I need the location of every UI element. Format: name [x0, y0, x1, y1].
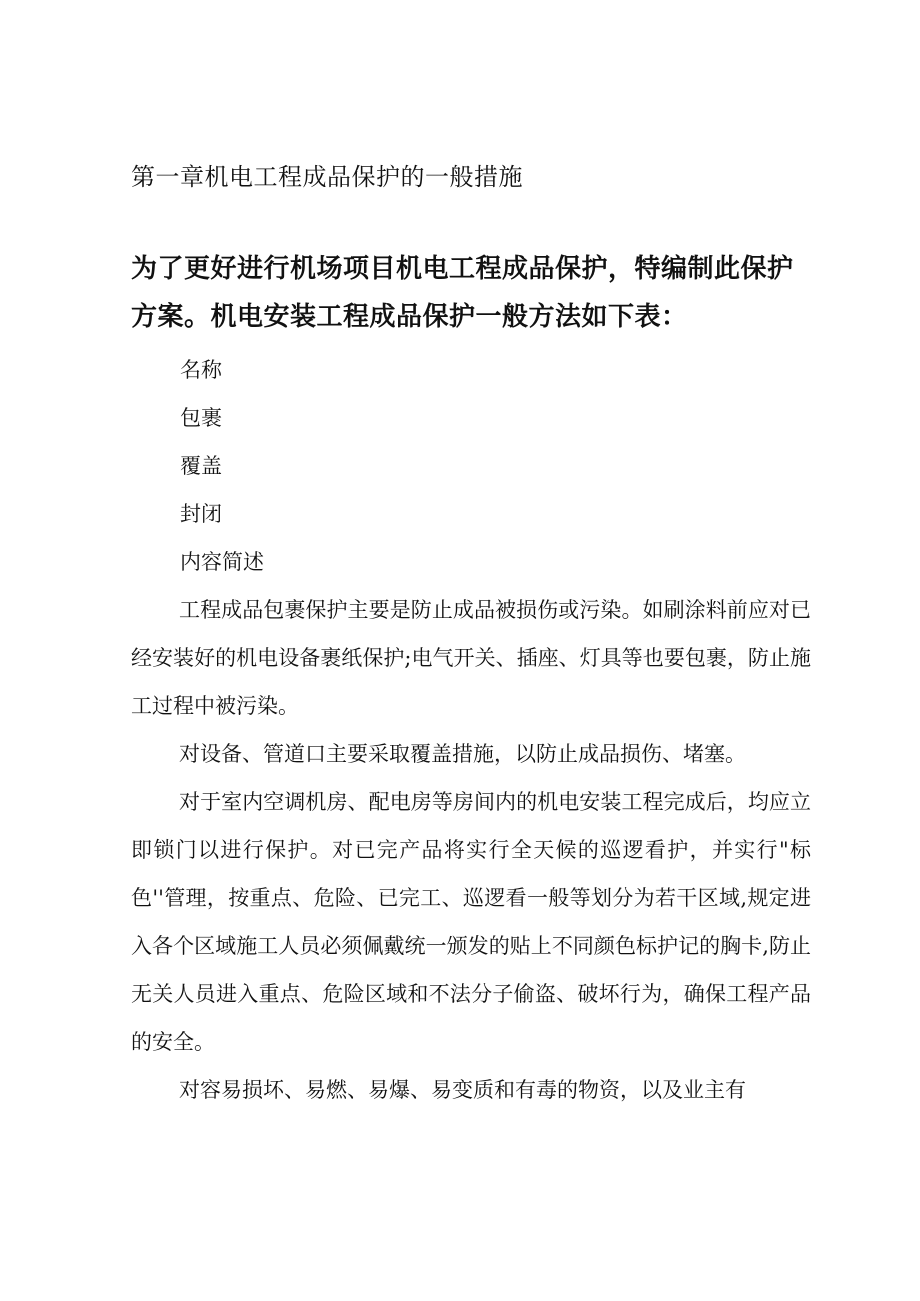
paragraph-seal-protection: 对于室内空调机房、配电房等房间内的机电安装工程完成后，均应立即锁门以进行保护。对已完产品将实行全天候的巡逻看护，并实行"标色''管理，按重点、危险、已完工、巡逻看一般等划分为若干区域,规定进入各个区域施工人员必须佩戴统一颁发的贴上不同颜色标护记的胸卡,防止无关人员进入重点、危险区域和不法分子偷盗、破坏行为，确保工程产品的安全。: [131, 790, 811, 1054]
paragraph-wrap-protection: 工程成品包裹保护主要是防止成品被损伤或污染。如刷涂料前应对已经安装好的机电设备裹纸保护;电气开关、插座、灯具等也要包裹，防止施工过程中被污染。: [131, 598, 811, 718]
paragraph-cover-protection: 对设备、管道口主要采取覆盖措施，以防止成品损伤、堵塞。: [179, 742, 746, 766]
paragraph-hazardous-materials: 对容易损坏、易燃、易爆、易变质和有毒的物资，以及业主有: [179, 1078, 746, 1102]
table-item-wrap: 包裹: [180, 406, 222, 430]
table-item-cover: 覆盖: [180, 454, 222, 478]
table-item-seal: 封闭: [180, 502, 222, 526]
table-header-description: 内容简述: [180, 550, 264, 574]
intro-line-1: 为了更好进行机场项目机电工程成品保护，特编制此保护: [131, 254, 794, 284]
table-header-name: 名称: [180, 358, 222, 382]
description-body: [131, 586, 811, 1114]
intro-paragraph: [131, 245, 821, 341]
method-table-text: [180, 346, 264, 586]
chapter-title: 第一章机电工程成品保护的一般措施: [131, 163, 523, 191]
intro-line-2: 方案。机电安装工程成品保护一般方法如下表：: [131, 302, 688, 332]
